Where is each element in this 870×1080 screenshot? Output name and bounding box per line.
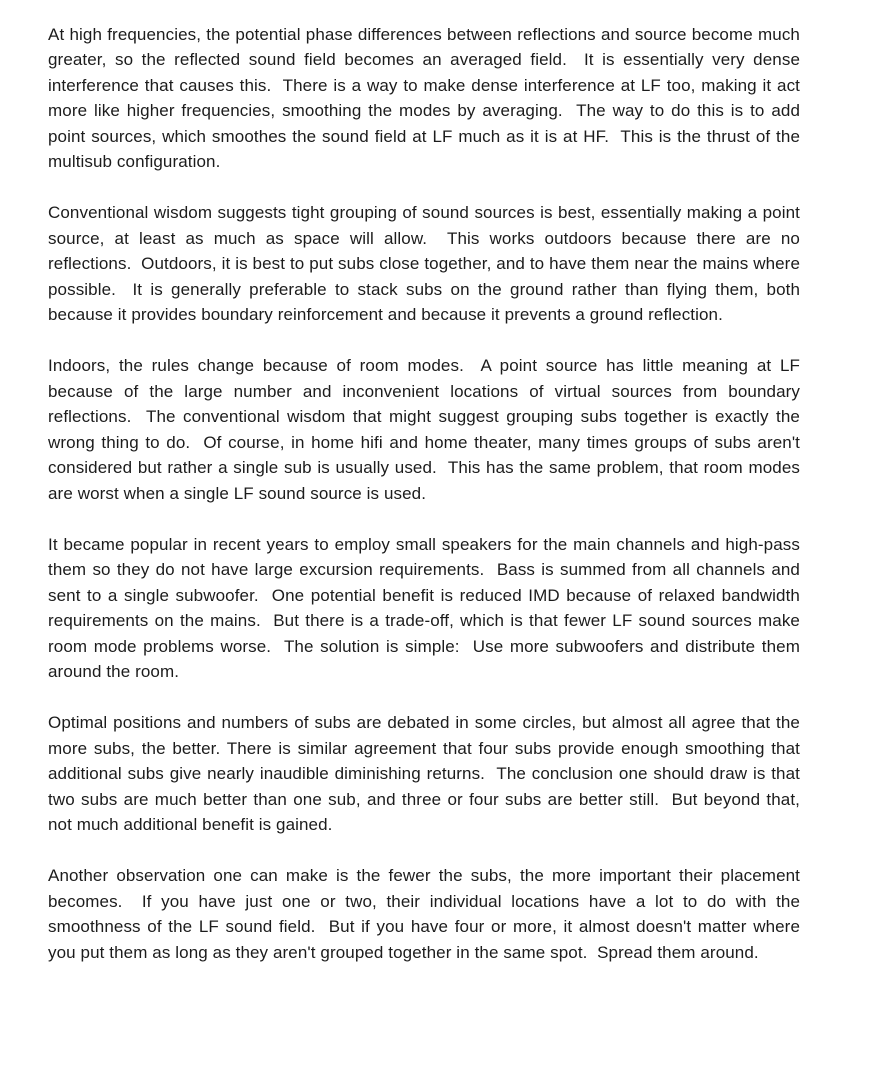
paragraph-fewer-subs-placement: Another observation one can make is the fewer the subs, the more important their placement becomes. If you have just one or two, their individual locations have a lot to do with the smoothness of the LF sound field. But if you have four or more, it almost doesn't matter where you put them as long as they aren't grouped together in the same spot. Spread them around.: [48, 866, 805, 962]
paragraph-small-speakers: It became popular in recent years to employ small speakers for the main channels and high-pass them so they do not have large excursion requirements. Bass is summed from all channels and sent to a single subwoofer. One potential benefit is reduced IMD because of relaxed bandwidth requirements on the mains. But there is a trade-off, which is that fewer LF sound sources make room mode problems worse. The solution is simple: Use more subwoofers and distribute them around the room.: [48, 534, 805, 681]
paragraph-indoors-room-modes: Indoors, the rules change because of room modes. A point source has little meaning at LF because of the large number and inconvenient locations of virtual sources from boundary reflections. The conventional wisdom that might suggest grouping subs together is exactly the wrong thing to do. Of course, in home hifi and home theater, many times groups of subs aren't considered but rather a single sub is usually used. This has the same problem, that room modes are worst when a single LF sound source is used.: [48, 356, 805, 503]
paragraph-high-frequencies: At high frequencies, the potential phase differences between reflections and source become much greater, so the reflected sound field becomes an averaged field. It is essentially very dense interference that causes this. There is a way to make dense interference at LF too, making it act more like higher frequencies, smoothing the modes by averaging. The way to do this is to add point sources, which smoothes the sound field at LF much as it is at HF. This is the thrust of the multisub configuration.: [48, 25, 805, 172]
paragraph-optimal-positions: Optimal positions and numbers of subs are debated in some circles, but almost all agree that the more subs, the better. There is similar agreement that four subs provide enough smoothing that additional subs give nearly inaudible diminishing returns. The conclusion one should draw is that two subs are much better than one sub, and three or four subs are better still. But beyond that, not much additional benefit is gained.: [48, 713, 805, 834]
paragraph-conventional-wisdom: Conventional wisdom suggests tight grouping of sound sources is best, essentially making a point source, at least as much as space will allow. This works outdoors because there are no reflections. Outdoors, it is best to put subs close together, and to have them near the mains where possible. It is generally preferable to stack subs on the ground rather than flying them, both because it provides boundary reinforcement and because it prevents a ground reflection.: [48, 203, 805, 325]
